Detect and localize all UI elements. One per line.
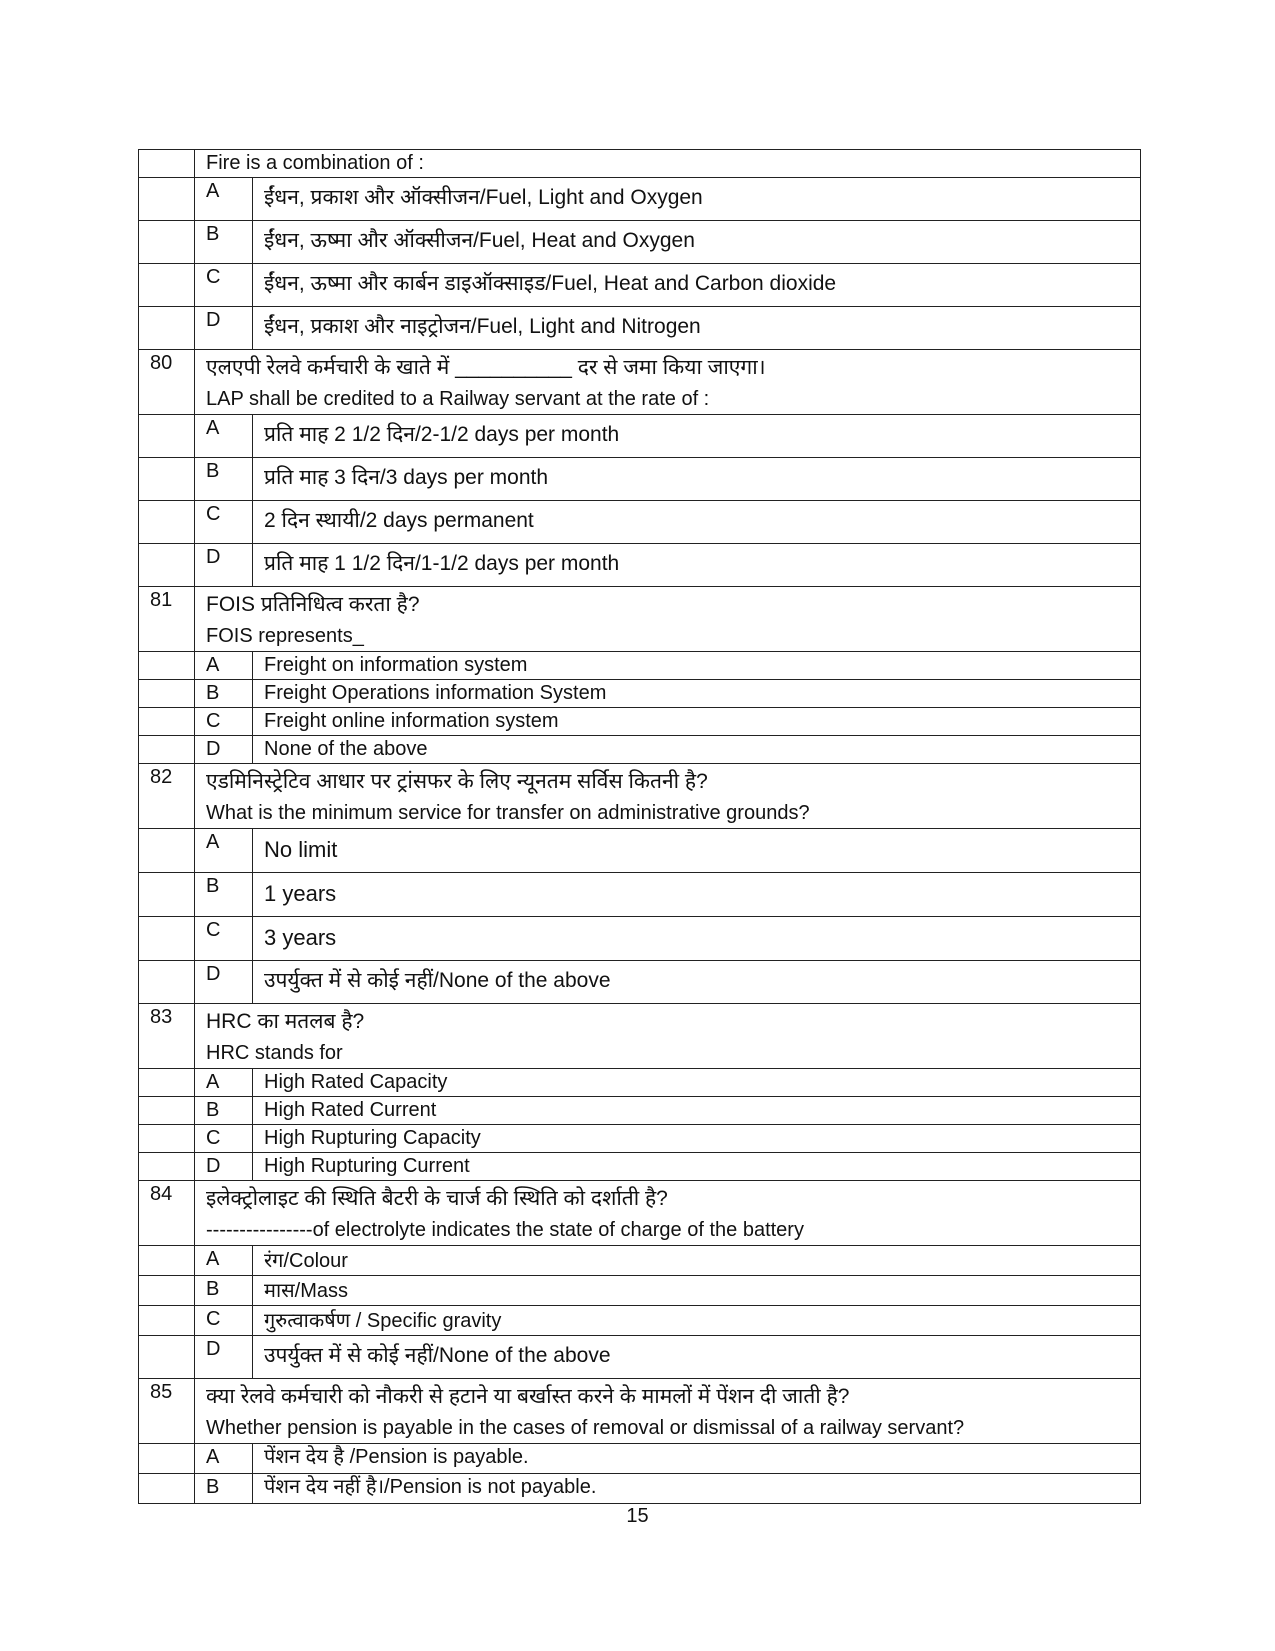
- option-letter: A: [195, 415, 253, 458]
- question-number: [139, 150, 195, 178]
- option-row: [139, 680, 1141, 708]
- question-hindi: एडमिनिस्ट्रेटिव आधार पर ट्रांसफर के लिए न्यूनतम सर्विस कितनी है?: [206, 770, 708, 793]
- option-text: ईंधन, ऊष्मा और कार्बन डाइऑक्साइड/Fuel, Heat and Carbon dioxide: [253, 264, 1141, 307]
- option-row: [139, 178, 1141, 221]
- option-row: [139, 221, 1141, 264]
- option-row: [139, 829, 1141, 873]
- option-text: 3 years: [253, 917, 1141, 961]
- option-text: Freight online information system: [253, 708, 1141, 736]
- option-letter: D: [195, 544, 253, 587]
- option-row: [139, 264, 1141, 307]
- question-text: [195, 1379, 1141, 1444]
- option-row: [139, 1306, 1141, 1336]
- question-hindi: एलएपी रेलवे कर्मचारी के खाते में __________ दर से जमा किया जाएगा।: [206, 356, 766, 379]
- option-letter: B: [195, 221, 253, 264]
- question-number: 85: [139, 1379, 195, 1444]
- option-text: पेंशन देय नहीं है।/Pension is not payable.: [253, 1474, 1141, 1504]
- option-row: [139, 652, 1141, 680]
- option-text: उपर्युक्त में से कोई नहीं/None of the above: [253, 961, 1141, 1004]
- option-text: 2 दिन स्थायी/2 days permanent: [253, 501, 1141, 544]
- option-row: [139, 1444, 1141, 1474]
- option-letter: B: [195, 1474, 253, 1504]
- option-letter: A: [195, 1069, 253, 1097]
- option-text: High Rupturing Capacity: [253, 1125, 1141, 1153]
- question-hindi: इलेक्ट्रोलाइट की स्थिति बैटरी के चार्ज की स्थिति को दर्शाती है?: [206, 1187, 668, 1210]
- option-text: None of the above: [253, 736, 1141, 764]
- option-letter: C: [195, 501, 253, 544]
- question-text: [195, 1181, 1141, 1246]
- question-english: FOIS represents_: [206, 625, 364, 647]
- option-text: रंग/Colour: [253, 1246, 1141, 1276]
- option-row: [139, 458, 1141, 501]
- option-row: [139, 544, 1141, 587]
- option-letter: B: [195, 458, 253, 501]
- option-row: [139, 873, 1141, 917]
- option-letter: D: [195, 1153, 253, 1181]
- question-english: LAP shall be credited to a Railway servant at the rate of :: [206, 388, 710, 410]
- option-row: [139, 1097, 1141, 1125]
- question-number: 80: [139, 350, 195, 415]
- option-text: Freight on information system: [253, 652, 1141, 680]
- question-row: [139, 150, 1141, 178]
- option-text: ईंधन, प्रकाश और ऑक्सीजन/Fuel, Light and Oxygen: [253, 178, 1141, 221]
- option-row: [139, 1336, 1141, 1379]
- question-number: 83: [139, 1004, 195, 1069]
- option-row: [139, 1153, 1141, 1181]
- option-row: [139, 1069, 1141, 1097]
- question-text: [195, 587, 1141, 652]
- option-text: High Rated Current: [253, 1097, 1141, 1125]
- option-letter: C: [195, 1125, 253, 1153]
- option-row: [139, 415, 1141, 458]
- option-letter: A: [195, 829, 253, 873]
- option-letter: C: [195, 708, 253, 736]
- option-text: Freight Operations information System: [253, 680, 1141, 708]
- option-letter: A: [195, 178, 253, 221]
- option-letter: B: [195, 1097, 253, 1125]
- question-english: What is the minimum service for transfer on administrative grounds?: [206, 802, 810, 824]
- question-row: [139, 587, 1141, 652]
- page-number: 15: [626, 1505, 649, 1527]
- question-row: [139, 764, 1141, 829]
- question-english: HRC stands for: [206, 1042, 343, 1064]
- option-letter: C: [195, 917, 253, 961]
- question-hindi: क्या रेलवे कर्मचारी को नौकरी से हटाने या बर्खास्त करने के मामलों में पेंशन दी जाती है?: [206, 1385, 850, 1408]
- option-letter: D: [195, 1336, 253, 1379]
- option-letter: D: [195, 736, 253, 764]
- option-text: पेंशन देय है /Pension is payable.: [253, 1444, 1141, 1474]
- option-letter: B: [195, 680, 253, 708]
- question-row: [139, 1379, 1141, 1444]
- question-number: 81: [139, 587, 195, 652]
- question-english: Fire is a combination of :: [206, 152, 424, 174]
- question-table: [138, 149, 1141, 1504]
- option-letter: C: [195, 1306, 253, 1336]
- question-row: [139, 350, 1141, 415]
- option-letter: D: [195, 961, 253, 1004]
- option-text: प्रति माह 1 1/2 दिन/1-1/2 days per month: [253, 544, 1141, 587]
- option-text: उपर्युक्त में से कोई नहीं/None of the above: [253, 1336, 1141, 1379]
- question-text: [195, 350, 1141, 415]
- option-text: प्रति माह 3 दिन/3 days per month: [253, 458, 1141, 501]
- option-row: [139, 1125, 1141, 1153]
- option-text: मास/Mass: [253, 1276, 1141, 1306]
- option-row: [139, 1474, 1141, 1504]
- question-text: [195, 1004, 1141, 1069]
- option-letter: A: [195, 1444, 253, 1474]
- option-text: गुरुत्वाकर्षण / Specific gravity: [253, 1306, 1141, 1336]
- option-row: [139, 736, 1141, 764]
- question-english: ----------------of electrolyte indicates the state of charge of the battery: [206, 1219, 804, 1241]
- option-row: [139, 961, 1141, 1004]
- option-letter: B: [195, 873, 253, 917]
- option-text: 1 years: [253, 873, 1141, 917]
- option-text: प्रति माह 2 1/2 दिन/2-1/2 days per month: [253, 415, 1141, 458]
- option-letter: A: [195, 1246, 253, 1276]
- question-number: 84: [139, 1181, 195, 1246]
- option-row: [139, 708, 1141, 736]
- question-english: Whether pension is payable in the cases of removal or dismissal of a railway servant?: [206, 1417, 965, 1439]
- question-text: [195, 764, 1141, 829]
- option-letter: A: [195, 652, 253, 680]
- option-text: High Rated Capacity: [253, 1069, 1141, 1097]
- question-number: 82: [139, 764, 195, 829]
- question-row: [139, 1004, 1141, 1069]
- option-text: ईंधन, प्रकाश और नाइट्रोजन/Fuel, Light and Nitrogen: [253, 307, 1141, 350]
- option-text: No limit: [253, 829, 1141, 873]
- option-letter: C: [195, 264, 253, 307]
- option-letter: B: [195, 1276, 253, 1306]
- option-text: High Rupturing Current: [253, 1153, 1141, 1181]
- question-row: [139, 1181, 1141, 1246]
- option-row: [139, 307, 1141, 350]
- option-row: [139, 917, 1141, 961]
- option-row: [139, 1276, 1141, 1306]
- question-text: [195, 150, 1141, 178]
- question-hindi: FOIS प्रतिनिधित्व करता है?: [206, 593, 420, 616]
- option-text: ईंधन, ऊष्मा और ऑक्सीजन/Fuel, Heat and Oxygen: [253, 221, 1141, 264]
- option-row: [139, 501, 1141, 544]
- question-hindi: HRC का मतलब है?: [206, 1010, 365, 1033]
- option-row: [139, 1246, 1141, 1276]
- option-letter: D: [195, 307, 253, 350]
